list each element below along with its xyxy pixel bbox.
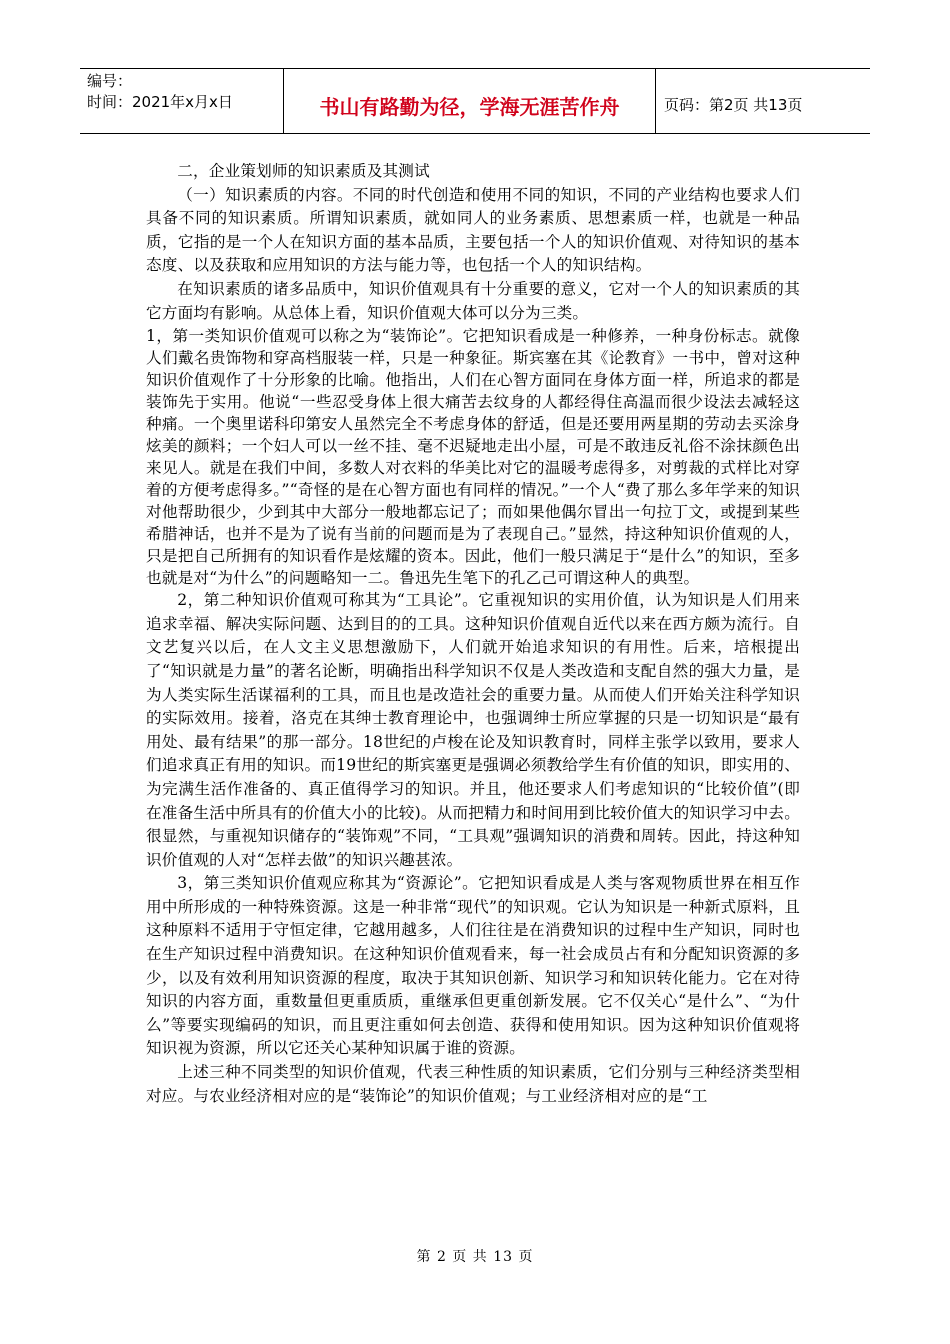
section-title: 二，企业策划师的知识素质及其测试 <box>177 162 430 180</box>
paragraph-value-overview: 在知识素质的诸多品质中，知识价值观具有十分重要的意义，它对一个人的知识素质的其它方面均有影响。从总体上看，知识价值观大体可以分为三类。 <box>146 279 800 322</box>
number-label: 编号： <box>87 72 133 90</box>
header-page-info: 页码：第2页 共13页 <box>664 95 803 114</box>
paragraph-resource-theory: 3，第三类知识价值观应称其为“资源论”。它把知识看成是人类与客观物质世界在相互作用中所形成的一种特殊资源。这是一种非常“现代”的知识观。它认为知识是一种新式原料，且这种原料不适用于守恒定律，它越用越多，人们往往是在消费知识的过程中生产知识，同时也在生产知识过程中消费知识。在这种知识价值观看来，每一社会成员占有和分配知识资源的多少，以及有效利用知识资源的程度，取决于其知识创新、知识学习和知识转化能力。它在对待知识的内容方面，重数量但更重质质，重继承但更重创新发展。它不仅关心“是什么”、“为什么”等要实现编码的知识，而且更注重如何去创造、获得和使用知识。因为这种知识价值观将知识视为资源，所以它还关心某种知识属于谁的资源。 <box>146 874 800 1058</box>
page-footer: 第 2 页 共 13 页 <box>416 1249 534 1265</box>
paragraph-tool-theory: 2，第二种知识价值观可称其为“工具论”。它重视知识的实用价值，认为知识是人们用来追求幸福、解决实际问题、达到目的的工具。这种知识价值观自近代以来在西方颇为流行。自文艺复兴以后，在人文主义思想激励下，人们就开始追求知识的有用性。后来，培根提出了“知识就是力量”的著名论断，明确指出科学知识不仅是人类改造和支配自然的强大力量，是为人类实际生活谋福利的工具，而且也是改造社会的重要力量。从而使人们开始关注科学知识的实际效用。接着，洛克在其绅士教育理论中，也强调绅士所应掌握的只是一切知识是“最有用处、最有结果”的那一部分。18世纪的卢梭在论及知识教育时，同样主张学以致用，要求人们追求真正有用的知识。而19世纪的斯宾塞更是强调必须教给学生有价值的知识，即实用的、为完满生活作准备的、真正值得学习的知识。并且，他还要求人们考虑知识的“比较价值”(即在准备生活中所具有的价值大小的比较)。从而把精力和时间用到比较价值大的知识学习中去。很显然，与重视知识储存的“装饰观”不同，“工具观”强调知识的消费和周转。因此，持这种知识价值观的人对“怎样去做”的知识兴趣甚浓。 <box>146 591 800 869</box>
header-meta <box>80 69 283 133</box>
document-header <box>80 68 870 134</box>
header-motto: 书山有路勤为径，学海无涯苦作舟 <box>283 69 656 133</box>
paragraph-knowledge-quality: （一）知识素质的内容。不同的时代创造和使用不同的知识，不同的产业结构也要求人们具备不同的知识素质。所谓知识素质，就如同人的业务素质、思想素质一样，也就是一种品质，它指的是一个人在知识方面的基本品质，主要包括一个人的知识价值观、对待知识的基本态度、以及获取和应用知识的方法与能力等，也包括一个人的知识结构。 <box>146 185 800 275</box>
document-body <box>146 160 800 1108</box>
paragraph-decoration-theory: 1，第一类知识价值观可以称之为“装饰论”。它把知识看成是一种修养，一种身份标志。就像人们戴名贵饰物和穿高档服装一样，只是一种象征。斯宾塞在其《论教育》一书中，曾对这种知识价值观作了十分形象的比喻。他指出，人们在心智方面同在身体方面一样，所追求的都是装饰先于实用。他说“一些忍受身体上很大痛苦去纹身的人都经得住高温而很少设法去减轻这种痛。一个奥里诺科印第安人虽然完全不考虑身体的舒适，但是还要用两星期的劳动去买涂身炫美的颜料；一个妇人可以一丝不挂、毫不迟疑地走出小屋，可是不敢违反礼俗不涂抹颜色出来见人。就是在我们中间，多数人对衣料的华美比对它的温暖考虑得多，对剪裁的式样比对穿着的方便考虑得多。”“奇怪的是在心智方面也有同样的情况。”一个人“费了那么多年学来的知识对他帮助很少，少到其中大部分一般地都忘记了；而如果他偶尔冒出一句拉丁文，或提到某些希腊神话，也并不是为了说有当前的问题而是为了表现自己。”显然，持这种知识价值观的人，只是把自己所拥有的知识看作是炫耀的资本。因此，他们一般只满足于“是什么”的知识，至多也就是对“为什么”的问题略知一二。鲁迅先生笔下的孔乙己可谓这种人的典型。 <box>146 327 800 588</box>
time-label: 时间：2021年x月x日 <box>87 93 233 111</box>
paragraph-summary: 上述三种不同类型的知识价值观，代表三种性质的知识素质，它们分别与三种经济类型相对应。与农业经济相对应的是“装饰论”的知识价值观；与工业经济相对应的是“工 <box>146 1063 800 1105</box>
